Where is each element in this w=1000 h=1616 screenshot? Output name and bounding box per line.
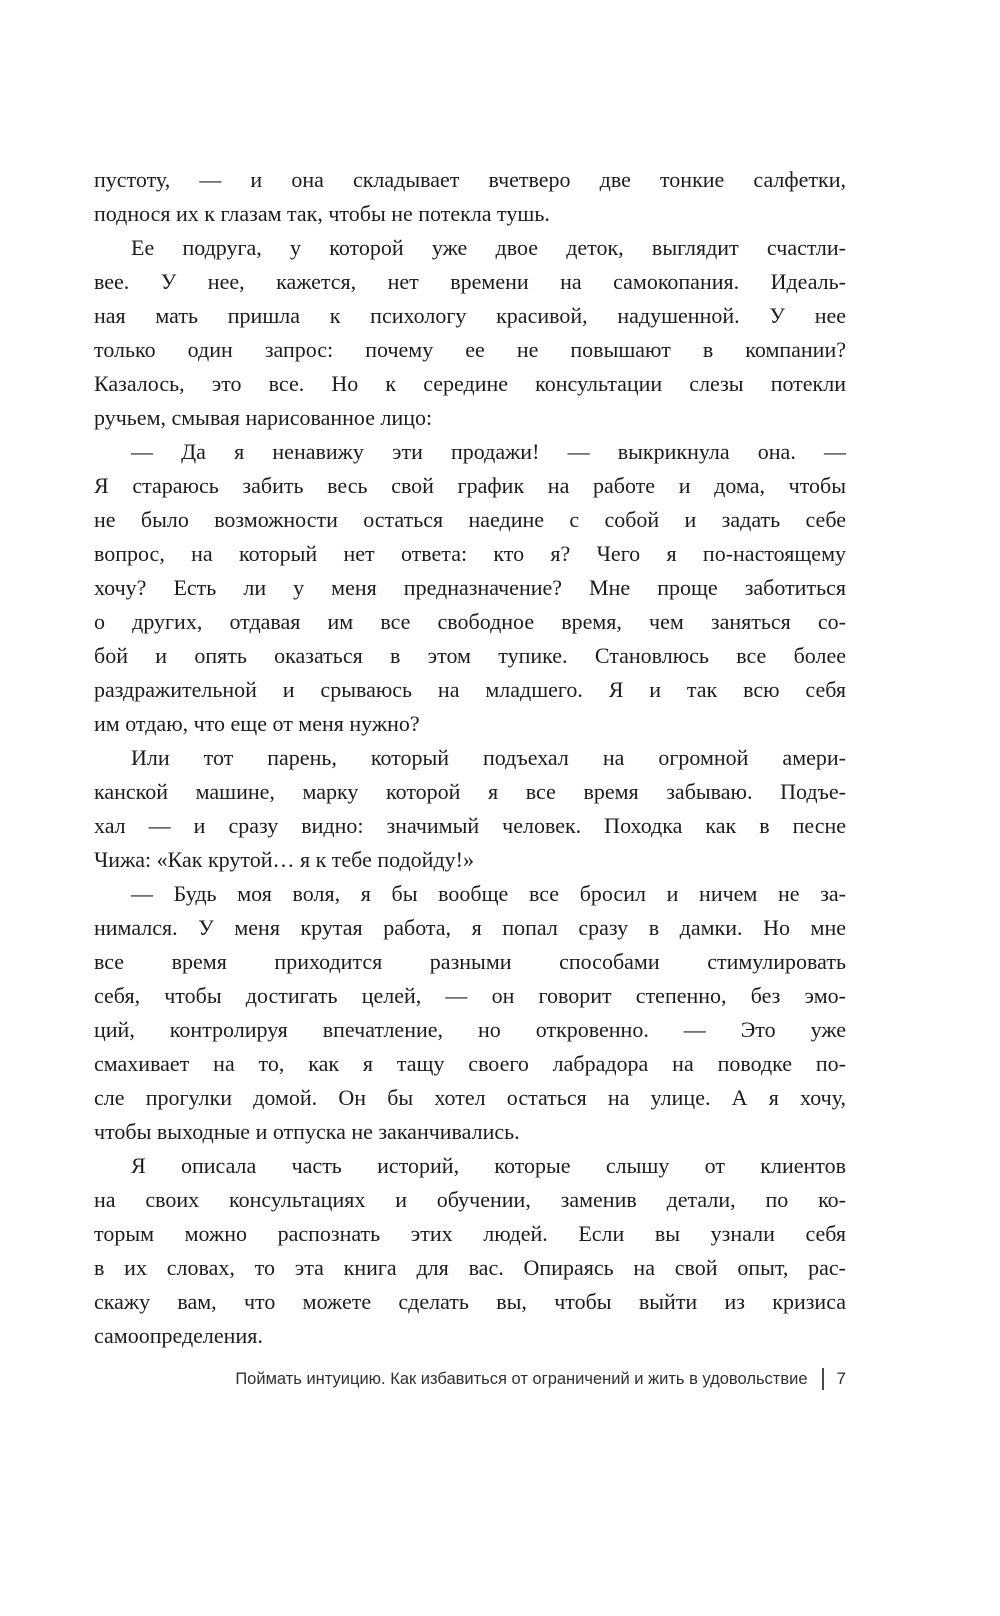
text-line: ручьем, смывая нарисованное лицо:	[94, 405, 433, 430]
paragraph	[94, 1149, 846, 1353]
paragraph	[94, 163, 846, 231]
text-line: смахивает на то, как я тащу своего лабрадора на поводке по-	[94, 1051, 846, 1076]
text-line: Чижа: «Как крутой… я к тебе подойду!»	[94, 847, 474, 872]
text-line: чтобы выходные и отпуска не заканчивались.	[94, 1119, 520, 1144]
text-line: Или тот парень, который подъехал на огромной амери-	[131, 745, 846, 770]
text-line: Я описала часть историй, которые слышу от клиентов	[131, 1153, 846, 1178]
paragraph	[94, 877, 846, 1149]
text-line: канской машине, марку которой я все время забываю. Подъе-	[94, 779, 846, 804]
text-line: хочу? Есть ли у меня предназначение? Мне проще заботиться	[94, 575, 846, 600]
text-line: торым можно распознать этих людей. Если вы узнали себя	[94, 1221, 846, 1246]
text-line: вее. У нее, кажется, нет времени на самокопания. Идеаль-	[94, 269, 846, 294]
paragraph	[94, 741, 846, 877]
text-line: о других, отдавая им все свободное время, чем заняться со-	[94, 609, 846, 634]
text-line: вопрос, на который нет ответа: кто я? Чего я по-настоящему	[94, 541, 846, 566]
paragraph	[94, 435, 846, 741]
text-line: все время приходится разными способами стимулировать	[94, 949, 846, 974]
footer-running-title: Поймать интуицию. Как избавиться от ограничений и жить в удовольствие	[235, 1369, 808, 1388]
text-line: им отдаю, что еще от меня нужно?	[94, 711, 420, 736]
text-line: нимался. У меня крутая работа, я попал сразу в дамки. Но мне	[94, 915, 846, 940]
text-line: на своих консультациях и обучении, заменив детали, по ко-	[94, 1187, 846, 1212]
footer-separator-bar	[822, 1368, 824, 1390]
text-line: не было возможности остаться наедине с собой и задать себе	[94, 507, 846, 532]
paragraph	[94, 231, 846, 435]
text-line: только один запрос: почему ее не повышают в компании?	[94, 337, 846, 362]
page-number: 7	[836, 1369, 846, 1388]
text-line: скажу вам, что можете сделать вы, чтобы выйти из кризиса	[94, 1289, 846, 1314]
text-line: раздражительной и срываюсь на младшего. Я и так всю себя	[94, 677, 846, 702]
text-line: Ее подруга, у которой уже двое деток, выглядит счастли-	[131, 235, 846, 260]
text-line: себя, чтобы достигать целей, — он говорит степенно, без эмо-	[94, 983, 846, 1008]
text-line: ций, контролируя впечатление, но откровенно. — Это уже	[94, 1017, 846, 1042]
running-footer	[94, 1368, 846, 1390]
text-line: ная мать пришла к психологу красивой, надушенной. У нее	[94, 303, 846, 328]
text-line: пустоту, — и она складывает вчетверо две тонкие салфетки,	[94, 167, 846, 192]
text-line: самоопределения.	[94, 1323, 263, 1348]
text-line: поднося их к глазам так, чтобы не потекла тушь.	[94, 201, 550, 226]
page-body	[94, 163, 846, 1353]
text-line: бой и опять оказаться в этом тупике. Становлюсь все более	[94, 643, 846, 668]
text-line: сле прогулки домой. Он бы хотел остаться на улице. А я хочу,	[94, 1085, 846, 1110]
text-line: Я стараюсь забить весь свой график на работе и дома, чтобы	[94, 473, 846, 498]
text-line: хал — и сразу видно: значимый человек. Походка как в песне	[94, 813, 846, 838]
text-line: Казалось, это все. Но к середине консультации слезы потекли	[94, 371, 846, 396]
text-line: в их словах, то эта книга для вас. Опираясь на свой опыт, рас-	[94, 1255, 846, 1280]
text-line: — Да я ненавижу эти продажи! — выкрикнула она. —	[131, 439, 846, 464]
text-line: — Будь моя воля, я бы вообще все бросил и ничем не за-	[131, 881, 846, 906]
